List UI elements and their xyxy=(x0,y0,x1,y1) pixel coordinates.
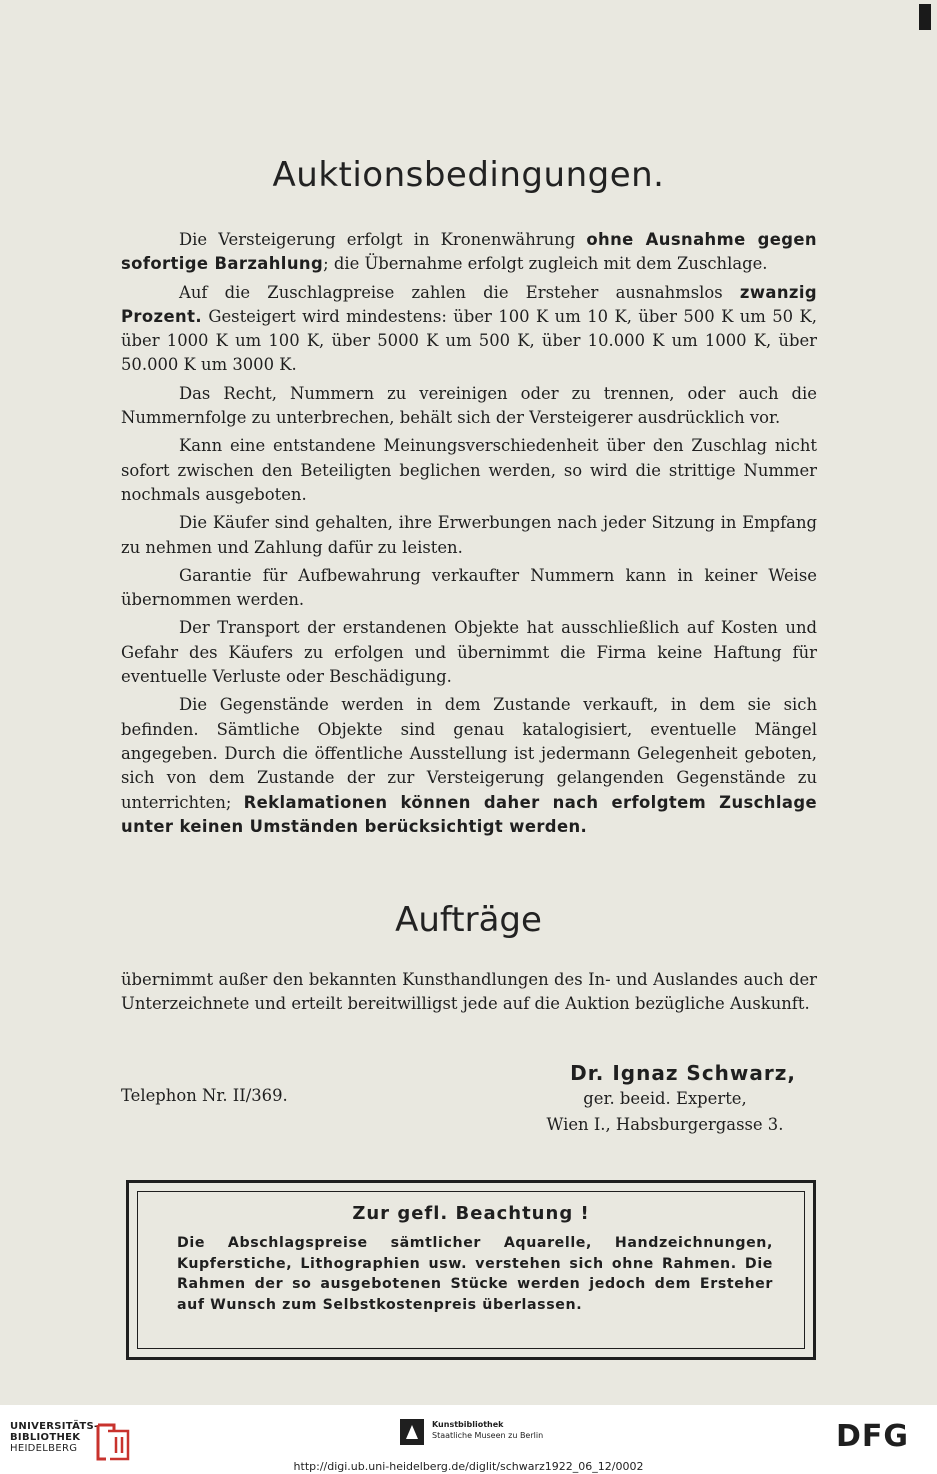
paragraph-transport: Der Transport der erstandenen Objekte hat ausschließlich auf Kosten und Gefahr des Käufers zu erfolgen und übernimmt die Firma keine Haftung für eventuelle Verluste oder Beschädigung. xyxy=(121,618,817,687)
notice-text: Die Abschlagspreise sämtlicher Aquarelle, Handzeichnungen, Kupferstiche, Lithographien usw. verstehen sich ohne Rahmen. Die Rahmen der so ausgebotenen Stücke werden jedoch dem Ersteher auf Wunsch zum Selbstkostenpreis überlassen. xyxy=(177,1235,773,1313)
paragraph-dispute: Kann eine entstandene Meinungsverschiedenheit über den Zuschlag nicht sofort zwischen den Beteiligten beglichen werden, so wird die strittige Nummer nochmals ausgeboten. xyxy=(121,436,817,504)
telephone-number: Telephon Nr. II/369. xyxy=(121,1086,288,1105)
scan-edge-mark xyxy=(919,4,931,30)
signature-name: Dr. Ignaz Schwarz, xyxy=(570,1061,796,1085)
signature-address: Wien I., Habsburgergasse 3. xyxy=(546,1115,784,1134)
kb-subtitle: Staatliche Museen zu Berlin xyxy=(432,1431,544,1440)
paragraph-condition: Die Gegenstände werden in dem Zustande verkauft, in dem sie sich befinden. Sämtliche Objekte sind genau katalogisiert, eventuelle Mängel angegeben. Durch die öffentliche Ausstellung ist jedermann Gelegenheit geboten, sich von dem Zustande der zur Versteigerung gelangenden Gegenstände zu unterrichten; Reklamationen können daher nach erfolgtem Zuschlage unter keinen Umständen berücksichtigt werden. xyxy=(121,695,817,836)
paragraph-currency: Die Versteigerung erfolgt in Kronenwährung ohne Ausnahme gegen sofortige Barzahlung; die Übernahme erfolgt zugleich mit dem Zuschlage. xyxy=(121,230,817,274)
paragraph-numbering: Das Recht, Nummern zu vereinigen oder zu trennen, oder auch die Nummernfolge zu unterbrechen, behält sich der Versteigerer ausdrücklich vor. xyxy=(121,383,817,428)
orders-heading: Aufträge xyxy=(395,900,542,940)
notice-title: Zur gefl. Beachtung ! xyxy=(352,1203,590,1224)
dfg-logo: DFG xyxy=(836,1419,910,1454)
paragraph-storage: Garantie für Aufbewahrung verkaufter Nummern kann in keiner Weise übernommen werden. xyxy=(121,565,817,610)
kb-name: Kunstbibliothek xyxy=(432,1420,504,1429)
notice-box xyxy=(126,1180,816,1360)
signature-block xyxy=(520,1060,810,1138)
paragraph-collection: Die Käufer sind gehalten, ihre Erwerbungen nach jeder Sitzung in Empfang zu nehmen und Zahlung dafür zu leisten. xyxy=(121,513,817,557)
university-library-logo xyxy=(10,1421,130,1461)
auction-conditions xyxy=(121,228,817,843)
page-title: Auktionsbedingungen. xyxy=(272,155,665,195)
paragraph-surcharge: Auf die Zuschlagpreise zahlen die Ersteher ausnahmslos zwanzig Prozent. Gesteigert wird mindestens: über 100 K um 10 K, über 500 K um 50 K, über 1000 K um 100 K, über 5000 K um 500 K, über 10.000 K um 1000 K, über 50.000 K um 3000 K. xyxy=(121,282,817,375)
permalink-url[interactable]: http://digi.ub.uni-heidelberg.de/diglit/schwarz1922_06_12/0002 xyxy=(293,1460,644,1473)
library-line-1: UNIVERSITÄTS- xyxy=(10,1421,99,1432)
kunstbibliothek-icon xyxy=(400,1419,424,1445)
library-line-2: BIBLIOTHEK xyxy=(10,1432,81,1443)
footer-bar xyxy=(0,1405,937,1474)
library-line-3: HEIDELBERG xyxy=(10,1443,78,1454)
signature-title: ger. beeid. Experte, xyxy=(583,1089,747,1108)
library-emblem-icon xyxy=(94,1421,134,1463)
orders-paragraph: übernimmt außer den bekannten Kunsthandlungen des In- und Auslandes auch der Unterzeichnete und erteilt bereitwilligst jede auf die Auktion bezügliche Auskunft. xyxy=(121,970,817,1013)
